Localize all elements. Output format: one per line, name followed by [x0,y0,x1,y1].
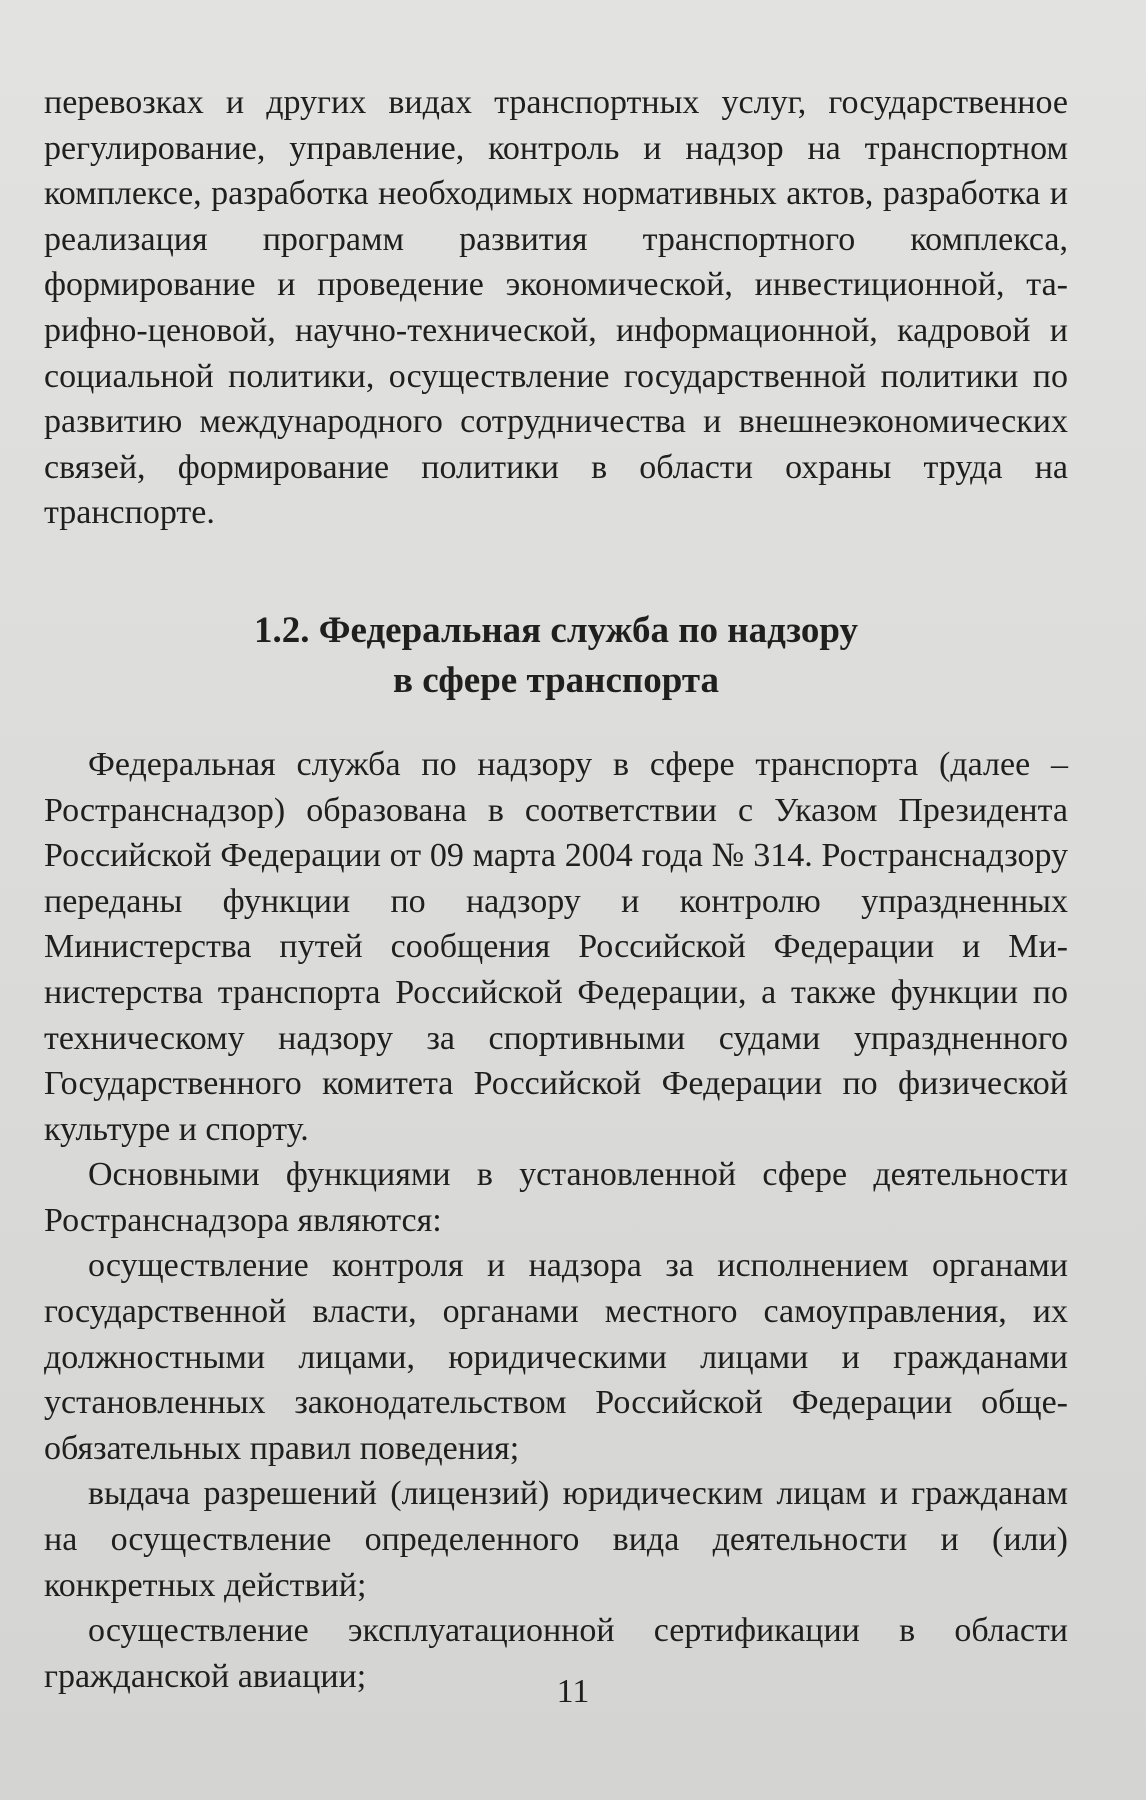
section-heading-line-2: в сфере транспорта [393,659,719,701]
section-heading [44,606,1068,706]
page-number: 11 [556,1673,590,1710]
page-content [44,80,1068,1699]
list-item-control-supervision: осуществление контроля и надзора за исполнением органами государственной власти, органами местного самоуправления, их должностными лицами, юридическими лицами и гражданами установленных законодательством Российской Федерации общеобязательных правил поведения; [44,1247,1068,1467]
paragraph-main-functions: Основными функциями в установленной сфере деятельности Ространснадзора являются: [44,1156,1068,1239]
paragraph-rostransnadzor-formation: Федеральная служба по надзору в сфере транспорта (далее – Ространснадзор) образована в соответствии с Указом Президента Российской Федерации от 09 марта 2004 года № 314. Ространснадзору переданы функции по надзору и контролю упраздненных Министерства путей сообщения Российской Федерации и Министерства транспорта Российской Федерации, а также функции по техническому надзору за спортивными судами упраздненного Государственного комитета Российской Федерации по физической культуре и спорту. [44,745,1068,1148]
section-heading-line-1: 1.2. Федеральная служба по надзору [254,609,858,651]
list-item-aviation-certification: осуществление эксплуатационной сертификации в области гражданской авиации; [44,1612,1068,1695]
intro-paragraph: перевозках и других видах транспортных услуг, государственное регулирование, управление, контроль и надзор на транспортном комплексе, разработка необходимых нормативных актов, разработка и реализация программ развития транспортного комплекса, формирование и проведение экономической, инвестиционной, тарифно-ценовой, научно-технической, информационной, кадровой и социальной политики, осуществление государственной политики по развитию международного сотрудничества и внешнеэкономических связей, формирование политики в области охраны труда на транспорте. [44,84,1068,532]
section-body [44,742,1068,1699]
list-item-licensing: выдача разрешений (лицензий) юридическим лицам и гражданам на осуществление определенного вида деятельности и (или) конкретных действий; [44,1475,1068,1604]
